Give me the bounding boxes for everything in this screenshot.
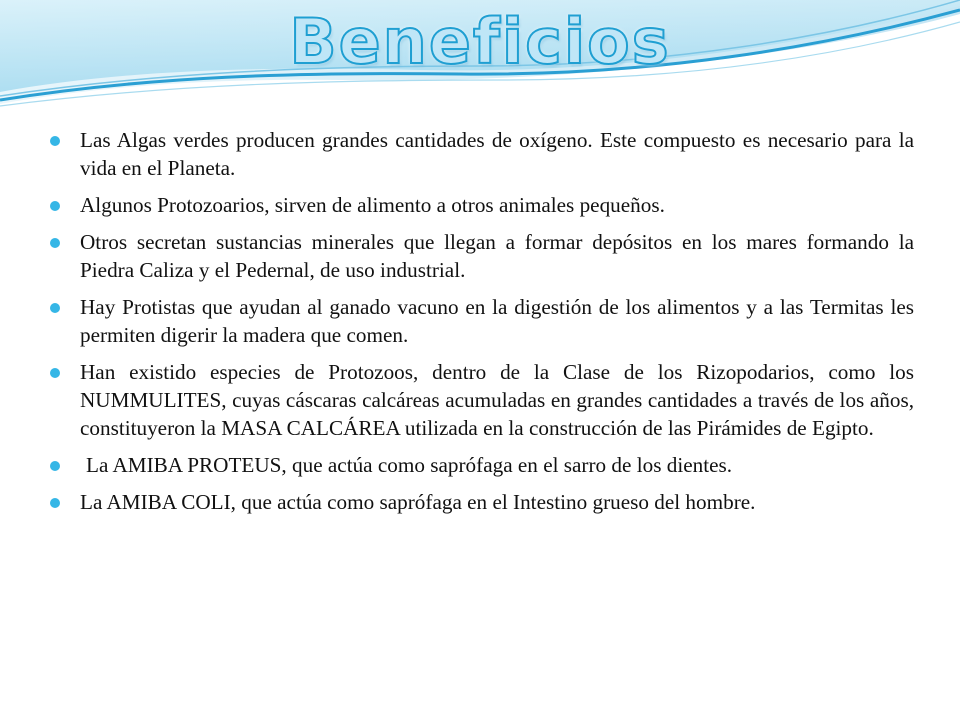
bullet-item — [46, 358, 914, 442]
bullet-dot-icon — [50, 461, 60, 471]
bullet-dot-icon — [50, 498, 60, 508]
bullet-dot-icon — [50, 201, 60, 211]
bullet-list — [46, 126, 914, 516]
bullet-text: Algunos Protozoarios, sirven de alimento a otros animales pequeños. — [80, 193, 665, 217]
bullet-dot-icon — [50, 238, 60, 248]
bullet-content — [46, 126, 914, 525]
bullet-text: Otros secretan sustancias minerales que llegan a formar depósitos en los mares formando la Piedra Caliza y el Pedernal, de uso industrial. — [80, 230, 914, 282]
bullet-text: La AMIBA PROTEUS, que actúa como saprófaga en el sarro de los dientes. — [86, 453, 733, 477]
slide-title: Beneficios — [289, 5, 671, 78]
bullet-item — [46, 293, 914, 349]
bullet-item — [46, 126, 914, 182]
bullet-item — [46, 228, 914, 284]
bullet-item — [46, 451, 914, 479]
bullet-item — [46, 191, 914, 219]
bullet-item — [46, 488, 914, 516]
bullet-dot-icon — [50, 136, 60, 146]
bullet-text: Las Algas verdes producen grandes cantidades de oxígeno. Este compuesto es necesario para la vida en el Planeta. — [80, 128, 914, 180]
bullet-text: Han existido especies de Protozoos, dentro de la Clase de los Rizopodarios, como los NUMMULITES, cuyas cáscaras calcáreas acumuladas en grandes cantidades a través de los años, constituyeron la MASA CALCÁREA utilizada en la construcción de las Pirámides de Egipto. — [80, 360, 914, 440]
bullet-text: Hay Protistas que ayudan al ganado vacuno en la digestión de los alimentos y a las Termitas les permiten digerir la madera que comen. — [80, 295, 914, 347]
bullet-text: La AMIBA COLI, que actúa como saprófaga en el Intestino grueso del hombre. — [80, 490, 756, 514]
bullet-dot-icon — [50, 303, 60, 313]
bullet-dot-icon — [50, 368, 60, 378]
